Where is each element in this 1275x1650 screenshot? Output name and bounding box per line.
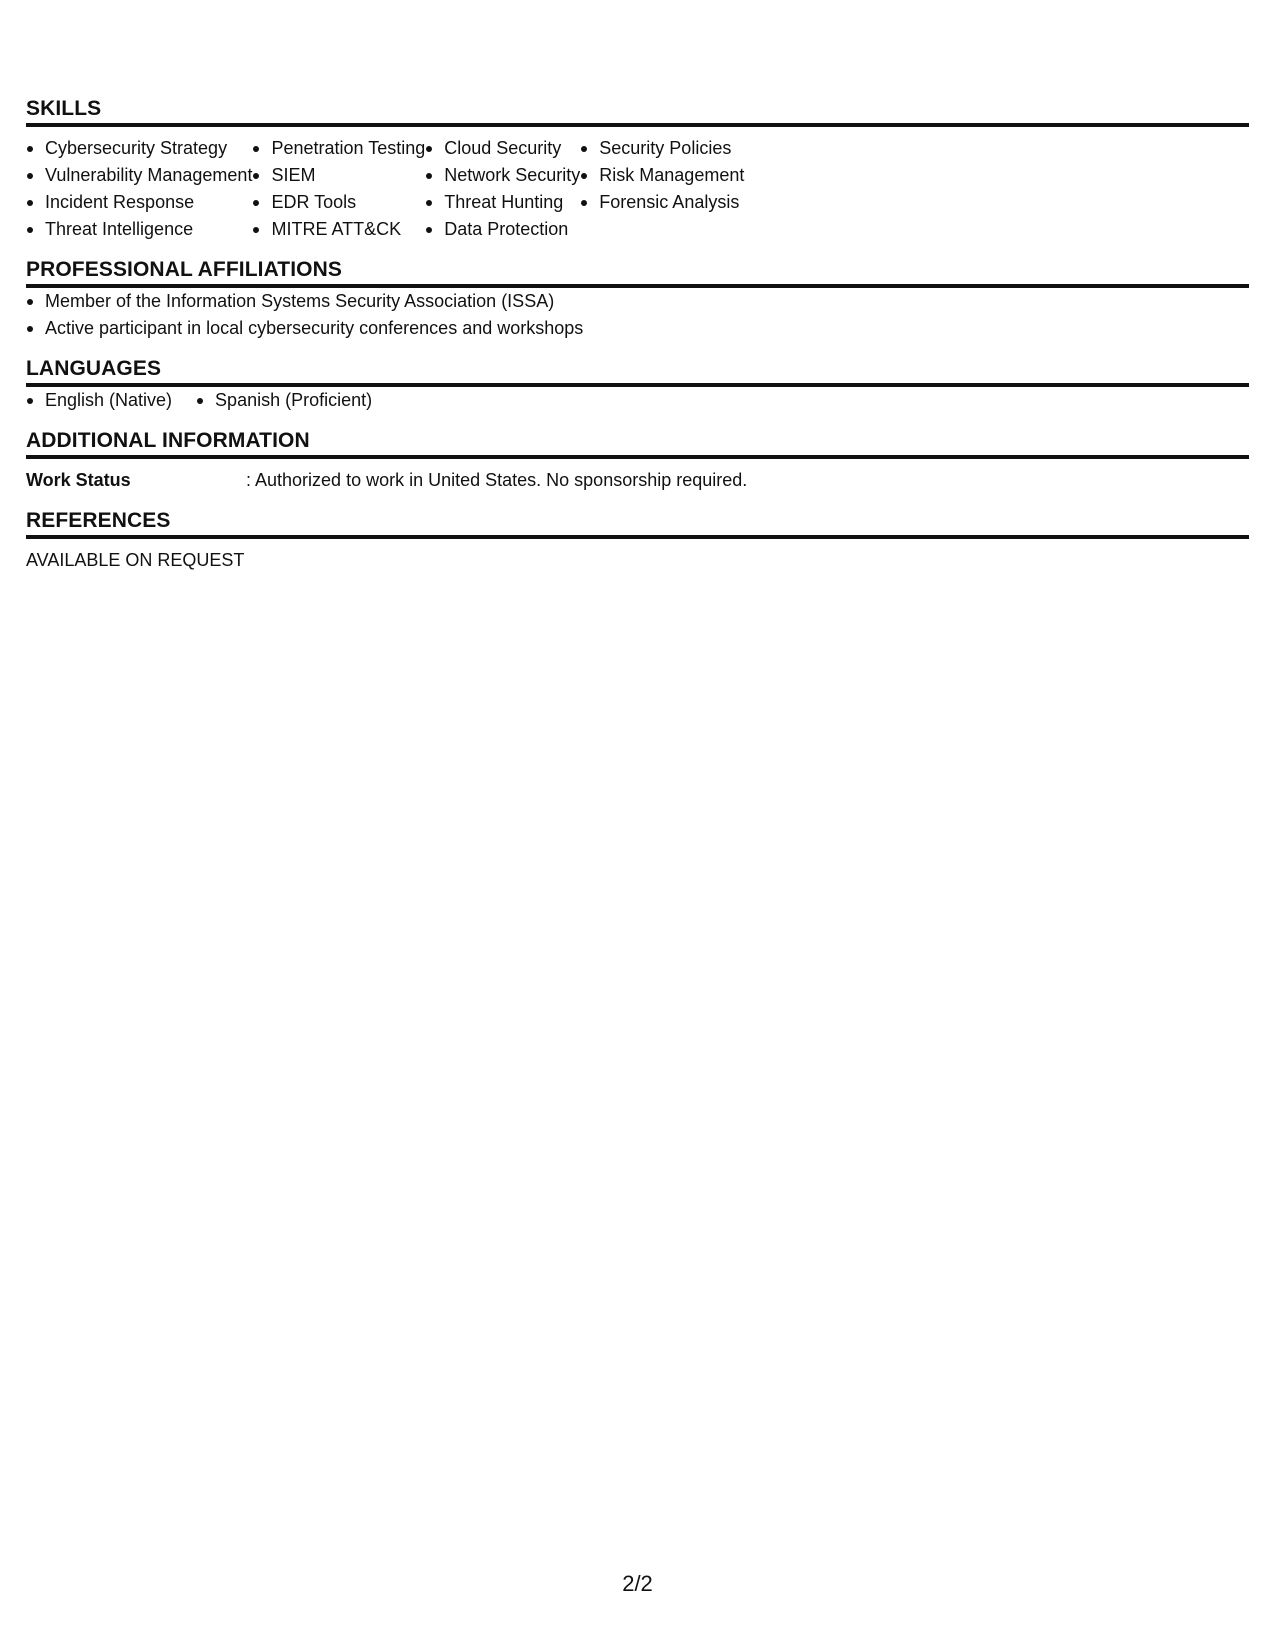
skill-item: Incident Response — [26, 189, 252, 216]
work-status-value: : Authorized to work in United States. No sponsorship required. — [246, 470, 748, 490]
section-heading-languages: LANGUAGES — [26, 356, 1249, 387]
skills-section — [26, 96, 1249, 243]
references-section — [26, 508, 1249, 574]
affiliation-item: Member of the Information Systems Security Association (ISSA) — [26, 288, 1249, 315]
additional-info-section — [26, 428, 1249, 494]
skill-item: Data Protection — [425, 216, 580, 243]
affiliations-section — [26, 257, 1249, 342]
references-text: AVAILABLE ON REQUEST — [26, 550, 245, 570]
skills-column-1 — [26, 135, 252, 243]
page-number: 2/2 — [622, 1571, 653, 1596]
skill-item: Threat Intelligence — [26, 216, 252, 243]
language-item: English (Native) — [26, 387, 172, 414]
skill-item: Penetration Testing — [252, 135, 425, 162]
work-status-label: Work Status — [26, 470, 131, 490]
section-heading-additional-info: ADDITIONAL INFORMATION — [26, 428, 1249, 459]
skill-item: Cloud Security — [425, 135, 580, 162]
languages-section — [26, 356, 1249, 414]
skills-column-3 — [425, 135, 580, 243]
skill-item: MITRE ATT&CK — [252, 216, 425, 243]
section-heading-affiliations: PROFESSIONAL AFFILIATIONS — [26, 257, 1249, 288]
skills-column-4 — [580, 135, 744, 243]
skill-item: Network Security — [425, 162, 580, 189]
skill-item: Vulnerability Management — [26, 162, 252, 189]
work-status-row — [26, 459, 1249, 494]
skill-item: SIEM — [252, 162, 425, 189]
affiliation-item: Active participant in local cybersecurity conferences and workshops — [26, 315, 1249, 342]
skill-item: EDR Tools — [252, 189, 425, 216]
skill-item: Security Policies — [580, 135, 744, 162]
skill-item: Threat Hunting — [425, 189, 580, 216]
resume-page — [26, 96, 1249, 588]
skill-item: Forensic Analysis — [580, 189, 744, 216]
section-heading-skills: SKILLS — [26, 96, 1249, 127]
language-item: Spanish (Proficient) — [196, 387, 372, 414]
languages-list — [26, 387, 1249, 414]
section-heading-references: REFERENCES — [26, 508, 1249, 539]
skill-item: Risk Management — [580, 162, 744, 189]
skill-item: Cybersecurity Strategy — [26, 135, 252, 162]
affiliations-list — [26, 288, 1249, 342]
skills-grid — [26, 127, 1249, 243]
skills-column-2 — [252, 135, 425, 243]
